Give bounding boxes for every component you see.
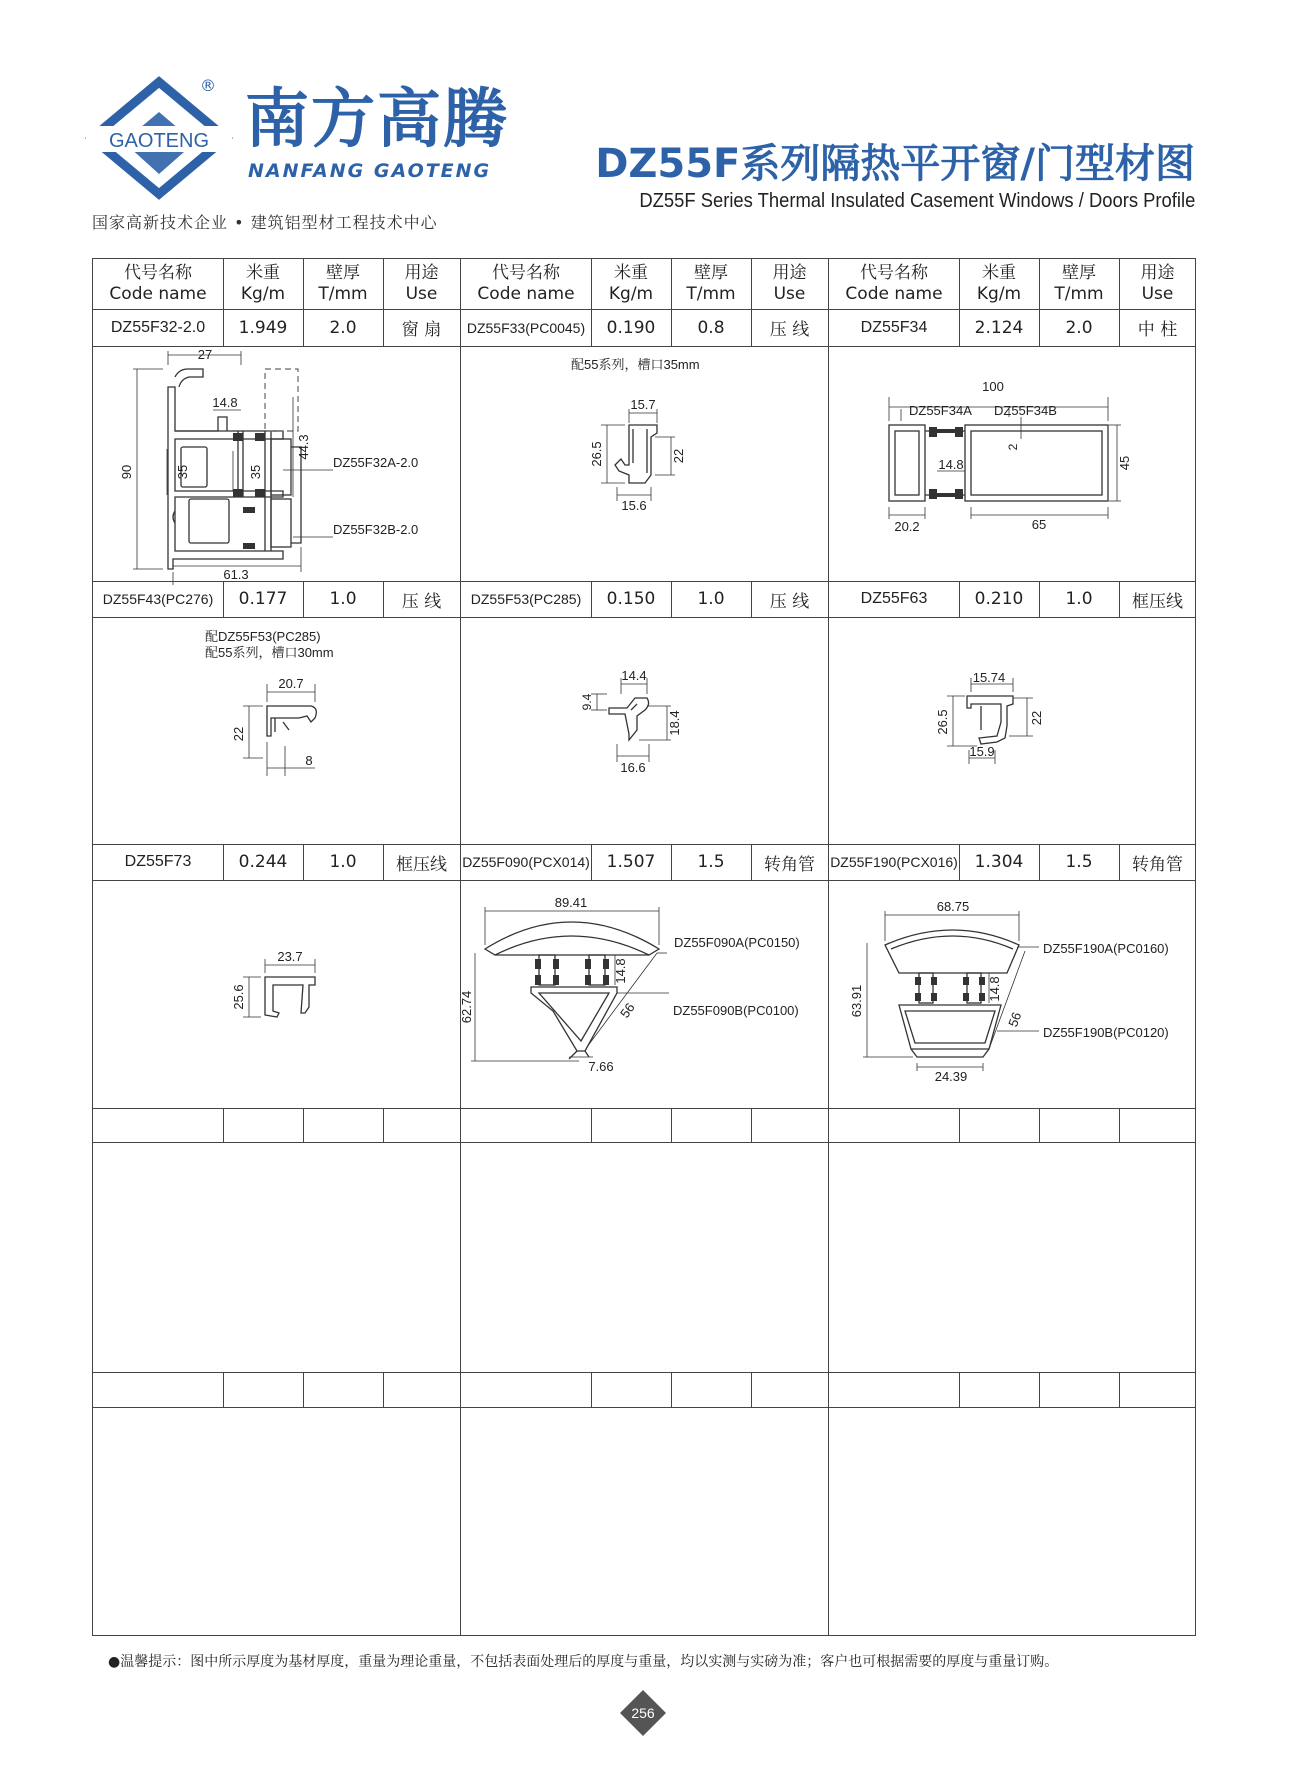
column-header xyxy=(383,259,460,309)
dim-label: 14.8 xyxy=(987,976,1002,1002)
dim-label: 27 xyxy=(197,347,213,362)
column-header-cn: 米重 xyxy=(246,263,280,283)
dim-label: 56 xyxy=(1005,1010,1025,1029)
cell-weight: 0.150 xyxy=(606,589,656,609)
drawing-dz55f43 xyxy=(93,618,460,844)
column-header xyxy=(223,259,303,309)
cell-code: DZ55F43(PC276) xyxy=(102,591,214,607)
cell-thickness: 1.0 xyxy=(329,589,357,609)
column-header-en: T/mm xyxy=(318,284,368,304)
column-header xyxy=(959,259,1039,309)
dim-label: 26.5 xyxy=(935,709,950,735)
column-header-cn: 代号名称 xyxy=(492,263,560,283)
part-label: DZ55F34A xyxy=(909,403,972,418)
page-number: 256 xyxy=(631,1705,655,1721)
cell-weight: 2.124 xyxy=(974,317,1024,338)
dim-label: 14.8 xyxy=(212,395,238,410)
brand-name-cn: 南方高腾 xyxy=(245,83,509,157)
cell-code: DZ55F32-2.0 xyxy=(110,318,206,336)
part-label: DZ55F190A(PC0160) xyxy=(1043,941,1169,956)
column-header xyxy=(829,259,959,309)
column-header-cn: 代号名称 xyxy=(124,263,192,283)
column-header xyxy=(1119,259,1196,309)
cell-thickness: 1.0 xyxy=(329,852,357,872)
dim-label: 14.8 xyxy=(938,457,964,472)
drawing-dz55f33 xyxy=(461,347,828,581)
dim-label: 56 xyxy=(617,1000,638,1021)
cell-weight: 1.507 xyxy=(606,852,656,872)
column-header-en: Code name xyxy=(845,284,943,304)
drawing-note: 配55系列，槽口30mm xyxy=(205,645,334,660)
dim-label: 90 xyxy=(119,464,134,480)
dim-label: 45 xyxy=(1117,455,1132,471)
cell-code: DZ55F090(PCX014) xyxy=(462,854,590,870)
column-header xyxy=(461,259,591,309)
column-header-cn: 用途 xyxy=(1140,263,1175,283)
column-header-en: Kg/m xyxy=(976,284,1022,304)
drawing-dz55f63 xyxy=(829,618,1197,844)
cell-use: 窗 扇 xyxy=(401,320,442,340)
cell-weight: 0.244 xyxy=(238,852,288,872)
column-header xyxy=(303,259,383,309)
cell-code: DZ55F33(PC0045) xyxy=(466,319,586,336)
dim-label: 62.74 xyxy=(459,990,474,1024)
cell-use: 压 线 xyxy=(401,591,442,612)
dim-label: 14.8 xyxy=(613,958,628,984)
dim-label: 22 xyxy=(231,726,246,742)
dim-label: 14.4 xyxy=(621,668,647,683)
part-label: DZ55F32A-2.0 xyxy=(333,455,419,470)
tagline: 国家高新技术企业 • 建筑铝型材工程技术中心 xyxy=(92,213,438,232)
column-header-cn: 代号名称 xyxy=(860,263,928,283)
drawing-dz55f53 xyxy=(461,618,828,844)
column-header xyxy=(591,259,671,309)
column-header-cn: 米重 xyxy=(614,263,648,283)
part-label: DZ55F090A(PC0150) xyxy=(674,935,800,950)
cell-use: 转角管 xyxy=(764,854,815,875)
dim-label: 15.9 xyxy=(969,744,995,759)
column-header-en: T/mm xyxy=(686,284,736,304)
column-header-en: Code name xyxy=(477,284,575,304)
page-number-badge xyxy=(618,1688,668,1738)
cell-weight: 0.190 xyxy=(606,317,656,338)
column-header-en: Use xyxy=(773,284,806,304)
dim-label: 100 xyxy=(982,379,1004,394)
column-header-en: Kg/m xyxy=(608,284,654,304)
column-header-en: T/mm xyxy=(1054,284,1104,304)
brand-name-en: NANFANG GAOTENG xyxy=(248,160,492,182)
cell-thickness: 2.0 xyxy=(1065,317,1093,338)
cell-weight: 1.304 xyxy=(974,852,1024,872)
part-label: DZ55F090B(PC0100) xyxy=(673,1003,799,1018)
dim-label: 89.41 xyxy=(554,895,588,910)
cell-weight: 0.210 xyxy=(974,589,1024,609)
drawing-note: 配55系列，槽口35mm xyxy=(571,357,700,372)
part-label: DZ55F34B xyxy=(994,403,1057,418)
registered-mark: ® xyxy=(200,76,216,95)
dim-label: 61.3 xyxy=(223,567,249,582)
dim-label: 24.39 xyxy=(934,1069,968,1084)
dim-label: 22 xyxy=(671,448,686,464)
column-header-cn: 用途 xyxy=(772,263,807,283)
drawing-dz55f73 xyxy=(93,881,460,1108)
cell-weight: 1.949 xyxy=(238,317,288,338)
column-header xyxy=(751,259,828,309)
dim-label: 23.7 xyxy=(277,949,303,964)
logo-icon xyxy=(88,78,230,198)
dim-label: 65 xyxy=(1031,517,1047,532)
drawing-dz55f32 xyxy=(93,347,460,581)
dim-label: 20.2 xyxy=(894,519,920,534)
dim-label: 9.4 xyxy=(580,693,594,711)
page-title-cn: DZ55F系列隔热平开窗/门型材图 xyxy=(595,141,1195,187)
cell-thickness: 1.5 xyxy=(1065,852,1093,872)
cell-thickness: 1.5 xyxy=(697,852,725,872)
part-label: DZ55F32B-2.0 xyxy=(333,522,419,537)
dim-label: 68.75 xyxy=(936,899,970,914)
cell-use: 中 柱 xyxy=(1137,320,1178,340)
cell-code: DZ55F53(PC285) xyxy=(470,591,582,607)
dim-label: 20.7 xyxy=(278,676,304,691)
dim-label: 7.66 xyxy=(588,1059,614,1074)
dim-label: 18.4 xyxy=(667,710,682,736)
drawing-note: 配DZ55F53(PC285) xyxy=(205,629,321,644)
column-header-en: Use xyxy=(405,284,438,304)
dim-label: 35 xyxy=(248,464,263,480)
drawing-dz55f34 xyxy=(829,347,1197,581)
dim-label: 35 xyxy=(175,464,190,480)
cell-weight: 0.177 xyxy=(238,589,288,609)
cell-thickness: 2.0 xyxy=(329,317,357,338)
cell-use: 转角管 xyxy=(1132,854,1183,875)
column-header-cn: 壁厚 xyxy=(326,263,360,283)
dim-label: 15.7 xyxy=(630,397,656,412)
cell-code: DZ55F190(PCX016) xyxy=(830,854,958,870)
dim-label: 26.5 xyxy=(589,441,604,467)
logo-text: GAOTENG xyxy=(108,130,210,152)
cell-code: DZ55F63 xyxy=(860,590,928,607)
dim-label: 2 xyxy=(1006,443,1020,451)
page-title-en: DZ55F Series Thermal Insulated Casement Windows / Doors Profile xyxy=(639,190,1195,212)
drawing-dz55f090 xyxy=(461,881,828,1108)
dim-label: 25.6 xyxy=(231,984,246,1010)
dim-label: 8 xyxy=(305,753,313,768)
cell-use: 框压线 xyxy=(396,854,447,875)
footnote: ●温馨提示：图中所示厚度为基材厚度，重量为理论重量，不包括表面处理后的厚度与重量，均以实测与实磅为准；客户也可根据需要的厚度与重量订购。 xyxy=(108,1654,1059,1670)
drawing-dz55f190 xyxy=(829,881,1197,1108)
dim-label: 63.91 xyxy=(849,984,864,1018)
part-label: DZ55F190B(PC0120) xyxy=(1043,1025,1169,1040)
cell-use: 压 线 xyxy=(769,320,810,340)
column-header-cn: 米重 xyxy=(982,263,1016,283)
column-header-en: Code name xyxy=(109,284,207,304)
dim-label: 16.6 xyxy=(620,760,646,775)
cell-use: 压 线 xyxy=(769,591,810,612)
cell-use: 框压线 xyxy=(1132,591,1183,612)
column-header-en: Use xyxy=(1141,284,1174,304)
column-header-en: Kg/m xyxy=(240,284,286,304)
profile-spec-table xyxy=(92,258,1196,1636)
cell-thickness: 0.8 xyxy=(697,317,725,338)
cell-thickness: 1.0 xyxy=(697,589,725,609)
cell-code: DZ55F34 xyxy=(860,318,928,336)
column-header-cn: 壁厚 xyxy=(694,263,728,283)
dim-label: 22 xyxy=(1029,710,1044,726)
column-header xyxy=(93,259,223,309)
column-header xyxy=(1039,259,1119,309)
cell-thickness: 1.0 xyxy=(1065,589,1093,609)
dim-label: 44.3 xyxy=(296,434,311,460)
column-header xyxy=(671,259,751,309)
column-header-cn: 用途 xyxy=(404,263,439,283)
dim-label: 15.6 xyxy=(621,498,647,513)
cell-code: DZ55F73 xyxy=(124,853,192,870)
column-header-cn: 壁厚 xyxy=(1062,263,1096,283)
dim-label: 15.74 xyxy=(972,670,1006,685)
